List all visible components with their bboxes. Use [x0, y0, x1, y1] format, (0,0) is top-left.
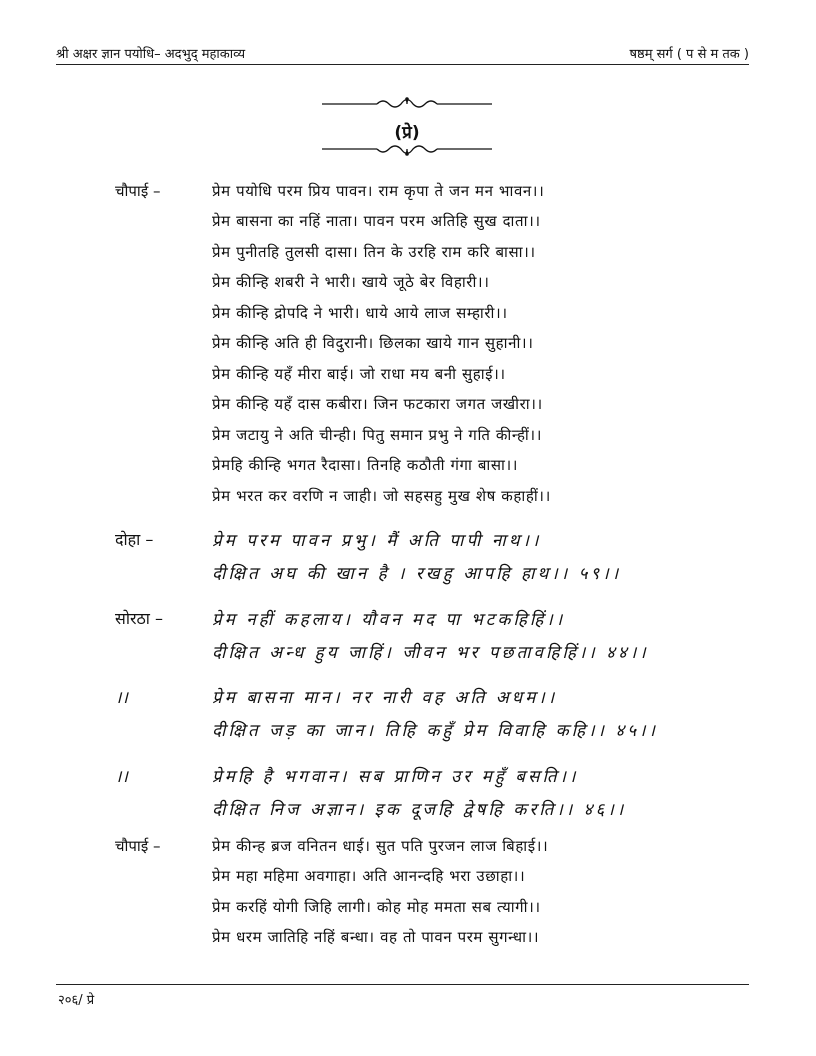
- verse-row: [115, 211, 755, 239]
- verse-line: प्रेम भरत कर वरणि न जाही। जो सहसहु मुख शेष कहाहीं।।: [212, 487, 551, 505]
- verse-row: [115, 764, 755, 792]
- verse-row: [115, 486, 755, 514]
- verse-label: ।।: [115, 688, 128, 708]
- verse-row: [115, 181, 755, 209]
- verse-line: प्रेमहि कीन्हि भगत रैदासा। तिनहि कठौती गंगा बासा।।: [212, 456, 519, 474]
- verse-line: प्रेम परम पावन प्रभु। मैं अति पापी नाथ।।: [212, 531, 542, 551]
- verse-row: [115, 685, 755, 713]
- verse-line: दीक्षित अघ की खान है । रखहु आपहि हाथ।। ५९।।: [212, 564, 622, 584]
- verse-line: प्रेम जटायु ने अति चीन्ही। पितु समान प्रभु ने गति कीन्हीं।।: [212, 426, 542, 444]
- verse-row: [115, 607, 755, 635]
- verse-row: [115, 897, 755, 925]
- verse-row: [115, 242, 755, 270]
- verse-line: प्रेम धरम जातिहि नहिं बन्धा। वह तो पावन परम सुगन्धा।।: [212, 928, 540, 946]
- verse-label: ।।: [115, 767, 128, 787]
- verse-line: प्रेम पुनीतहि तुलसी दासा। तिन के उरहि राम करि बासा।।: [212, 243, 536, 261]
- verse-row: [115, 927, 755, 955]
- ornament-bottom-icon: [322, 143, 492, 157]
- verse-label: सोरठा –: [115, 609, 164, 628]
- verse-line: दीक्षित अन्ध हुय जाहिं। जीवन भर पछतावहिहिं।। ४४।।: [212, 643, 649, 663]
- verse-row: [115, 364, 755, 392]
- verse-label: दोहा –: [115, 530, 154, 549]
- verse-row: [115, 561, 755, 589]
- verse-row: [115, 425, 755, 453]
- verse-line: प्रेम कीन्हि द्रोपदि ने भारी। धाये आये लाज सम्हारी।।: [212, 304, 508, 322]
- verse-line: प्रेम कीन्हि शबरी ने भारी। खाये जूठे बेर विहारी।।: [212, 273, 490, 291]
- verse-line: प्रेम कीन्हि यहँ दास कबीरा। जिन फटकारा जगत जखीरा।।: [212, 395, 543, 413]
- running-header: [56, 42, 749, 64]
- verse-line: प्रेमहि है भगवान। सब प्राणिन उर महुँ बसति।।: [212, 767, 579, 787]
- verse-row: [115, 303, 755, 331]
- verse-line: दीक्षित जड़ का जान। तिहि कहुँ प्रेम विवाहि कहि।। ४५।।: [212, 721, 658, 741]
- verse-line: प्रेम महा महिमा अवगाहा। अति आनन्दहि भरा उछाहा।।: [212, 867, 526, 885]
- verse-label: चौपाई –: [115, 837, 161, 855]
- ornament-top-icon: [322, 96, 492, 110]
- verse-line: प्रेम बासना का नहिं नाता। पावन परम अतिहि सुख दाता।।: [212, 212, 541, 230]
- verse-row: [115, 718, 755, 746]
- verse-line: प्रेम बासना मान। नर नारी वह अति अधम।।: [212, 688, 558, 708]
- footer-rule: [56, 984, 749, 985]
- verse-row: [115, 333, 755, 361]
- verse-label: चौपाई –: [115, 182, 161, 200]
- verse-line: प्रेम पयोधि परम प्रिय पावन। राम कृपा ते जन मन भावन।।: [212, 182, 545, 200]
- verse-row: [115, 797, 755, 825]
- verse-row: [115, 640, 755, 668]
- verse-line: प्रेम कीन्हि अति ही विदुरानी। छिलका खाये गान सुहानी।।: [212, 334, 534, 352]
- verse-row: [115, 836, 755, 864]
- verse-line: प्रेम कीन्ह ब्रज वनितन धाई। सुत पति पुरजन लाज बिहाई।।: [212, 837, 549, 855]
- verse-row: [115, 866, 755, 894]
- section-title: (प्रे): [394, 123, 420, 143]
- header-book-title: श्री अक्षर ज्ञान पयोधि– अदभुद् महाकाव्य: [56, 47, 246, 62]
- page-number: २०६/ प्रे: [58, 993, 95, 1008]
- header-rule: [56, 64, 749, 65]
- verse-line: प्रेम कीन्हि यहँ मीरा बाई। जो राधा मय बनी सुहाई।।: [212, 365, 506, 383]
- verse-line: दीक्षित निज अज्ञान। इक दूजहि द्वेषहि करति।। ४६।।: [212, 800, 627, 820]
- verse-row: [115, 394, 755, 422]
- verse-line: प्रेम नहीं कहलाय। यौवन मद पा भटकहिहिं।।: [212, 610, 566, 630]
- verse-line: प्रेम करहिं योगी जिहि लागी। कोह मोह ममता सब त्यागी।।: [212, 898, 541, 916]
- header-chapter: षष्ठम् सर्ग ( प से म तक ): [629, 47, 749, 62]
- verse-row: [115, 455, 755, 483]
- verse-row: [115, 272, 755, 300]
- verse-row: [115, 528, 755, 556]
